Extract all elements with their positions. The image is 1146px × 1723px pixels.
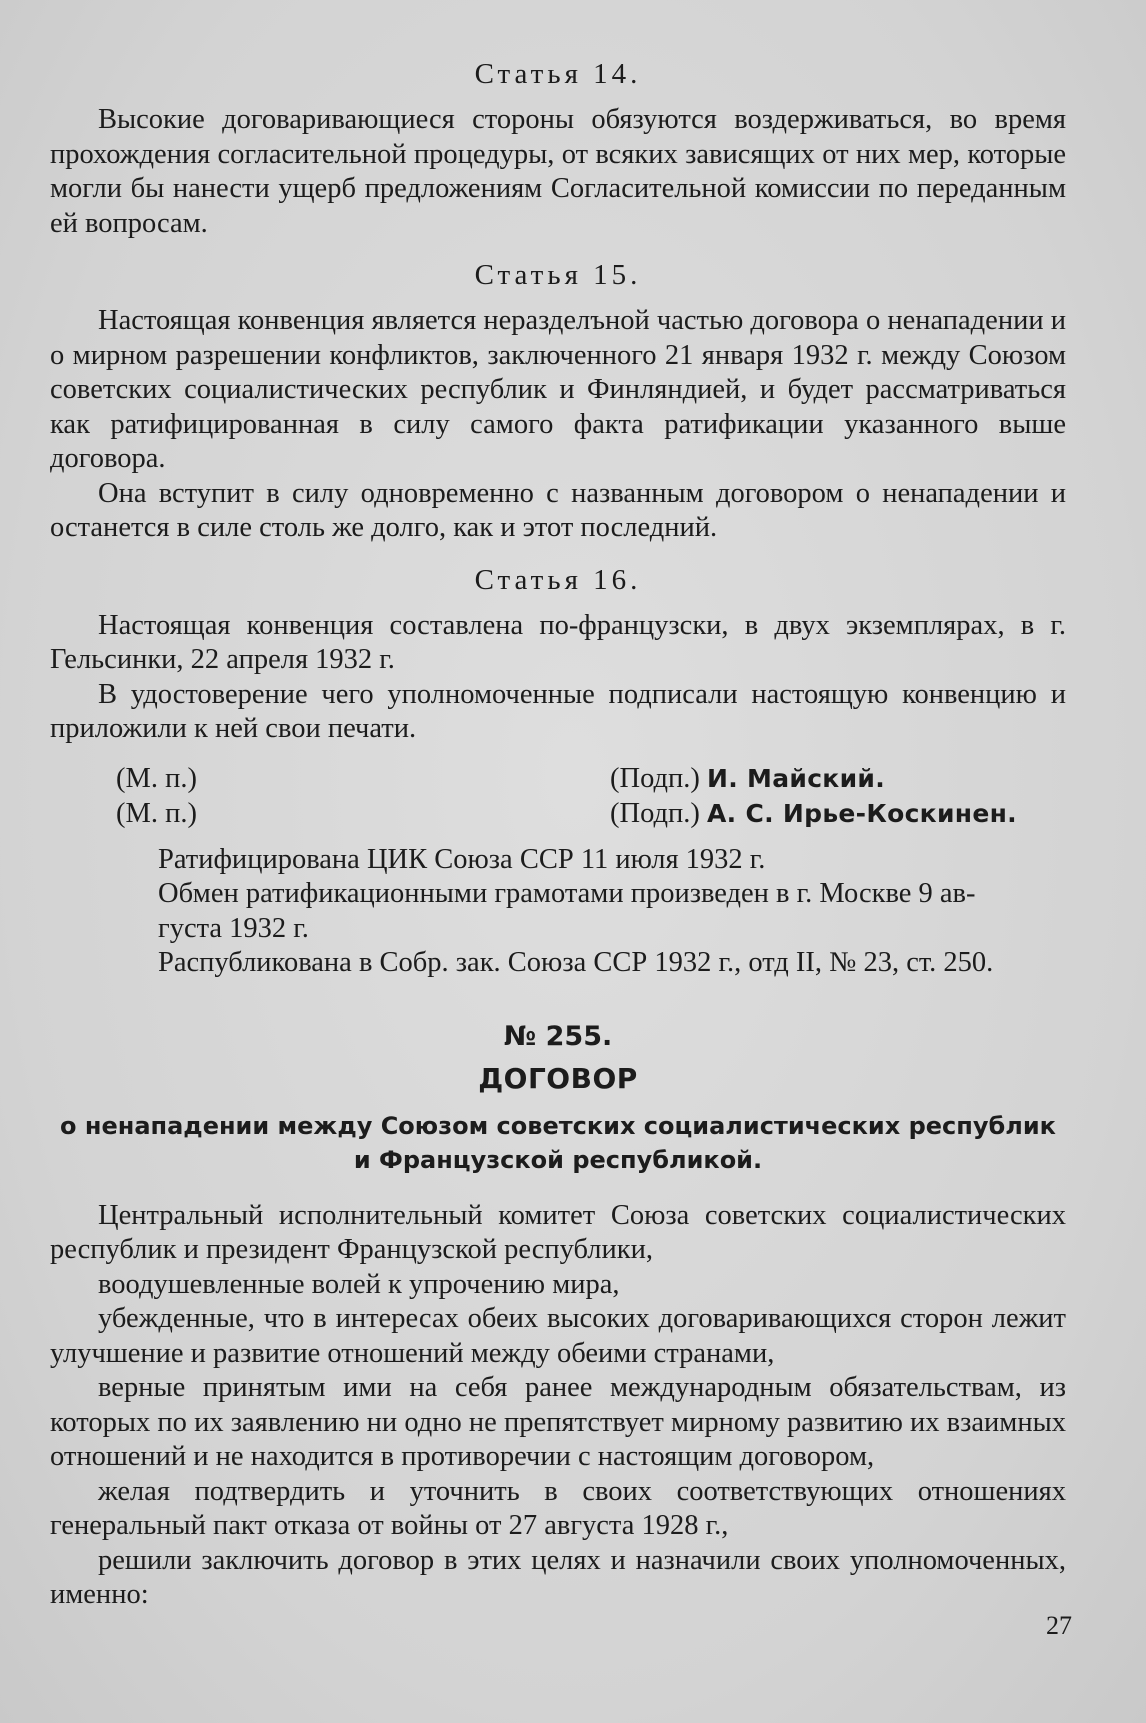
- article-paragraph: Настоящая конвенция является неразделъной частью договора о ненападении и о мирном разрешении конфликтов, заключенного 21 января 1932 г. между Союзом советских социалистических республик и Финляндией, и будет рассматриваться как ратифицированная в силу самого факта ратификации указанного выше договора.: [50, 305, 1066, 474]
- ratification-note: Ратифицирована ЦИК Союза ССР 11 июля 1932 г.: [158, 843, 766, 875]
- signature-row: [50, 761, 1066, 796]
- signatory-name: И. Майский.: [707, 763, 886, 793]
- article-14: [50, 58, 1066, 241]
- article-16: [50, 564, 1066, 747]
- publication-note: Распубликована в Собр. зак. Союза ССР 1932 г., отд II, № 23, ст. 250.: [158, 947, 994, 978]
- article-15: [50, 259, 1066, 546]
- article-heading: Статья 16.: [474, 563, 642, 596]
- ratification-notes: [50, 843, 1066, 981]
- preamble-paragraph: воодушевленные волей к упрочению мира,: [98, 1268, 620, 1300]
- preamble-paragraph: решили заключить договор в этих целях и назначили своих уполномоченных, именно:: [50, 1544, 1066, 1610]
- exchange-note-continued: густа 1932 г.: [158, 912, 309, 944]
- signature-block: [50, 761, 1066, 831]
- article-heading: Статья 14.: [474, 58, 642, 90]
- article-paragraph: Высокие договаривающиеся стороны обязуются воздерживаться, во время прохождения согласительной процедуры, от всяких зависящих от них мер, которые могли бы нанести ущерб предложениям Согласительной комиссии по переданным ей вопросам.: [50, 104, 1066, 239]
- preamble-paragraph: убежденные, что в интересах обеих высоких договаривающихся сторон лежит улучшение и развитие отношений между обеими странами,: [50, 1303, 1066, 1369]
- seal-mark: (М. п.): [116, 797, 197, 829]
- preamble: [50, 1199, 1066, 1613]
- preamble-paragraph: желая подтвердить и уточнить в своих соответствующих отношениях генеральный пакт отказа от войны от 27 августа 1928 г.,: [50, 1475, 1066, 1541]
- article-paragraph: Настоящая конвенция составлена по-французски, в двух экземплярах, в г. Гельсинки, 22 апреля 1932 г.: [50, 609, 1066, 675]
- document-number: № 255.: [503, 1020, 613, 1052]
- document-title: ДОГОВОР: [478, 1061, 638, 1095]
- signature-prefix: (Подп.): [610, 797, 700, 829]
- preamble-paragraph: Центральный исполнительный комитет Союза советских социалистических республик и президент Французской республики,: [50, 1199, 1066, 1265]
- article-paragraph: Она вступит в силу одновременно с названным договором о ненападении и останется в силе столь же долго, как и этот последний.: [50, 477, 1066, 543]
- exchange-note: Обмен ратификационными грамотами произведен в г. Москве 9 ав-: [158, 878, 976, 909]
- article-heading: Статья 15.: [474, 259, 642, 291]
- seal-mark: (М. п.): [116, 762, 197, 794]
- document-subtitle: о ненападении между Союзом советских социалистических республик и Французской республикой.: [60, 1111, 1056, 1174]
- signature-prefix: (Подп.): [610, 762, 700, 794]
- signature-row: [50, 796, 1066, 831]
- page-number: 27: [1046, 1611, 1072, 1640]
- article-paragraph: В удостоверение чего уполномоченные подписали настоящую конвенцию и приложили к ней свои печати.: [50, 678, 1066, 744]
- signatory-name: А. С. Ирье-Коскинен.: [707, 798, 1017, 828]
- preamble-paragraph: верные принятым ими на себя ранее международным обязательствам, из которых по их заявлению ни одно не препятствует мирному развитию их взаимных отношений и не находится в противоречии с настоящим договором,: [50, 1372, 1066, 1472]
